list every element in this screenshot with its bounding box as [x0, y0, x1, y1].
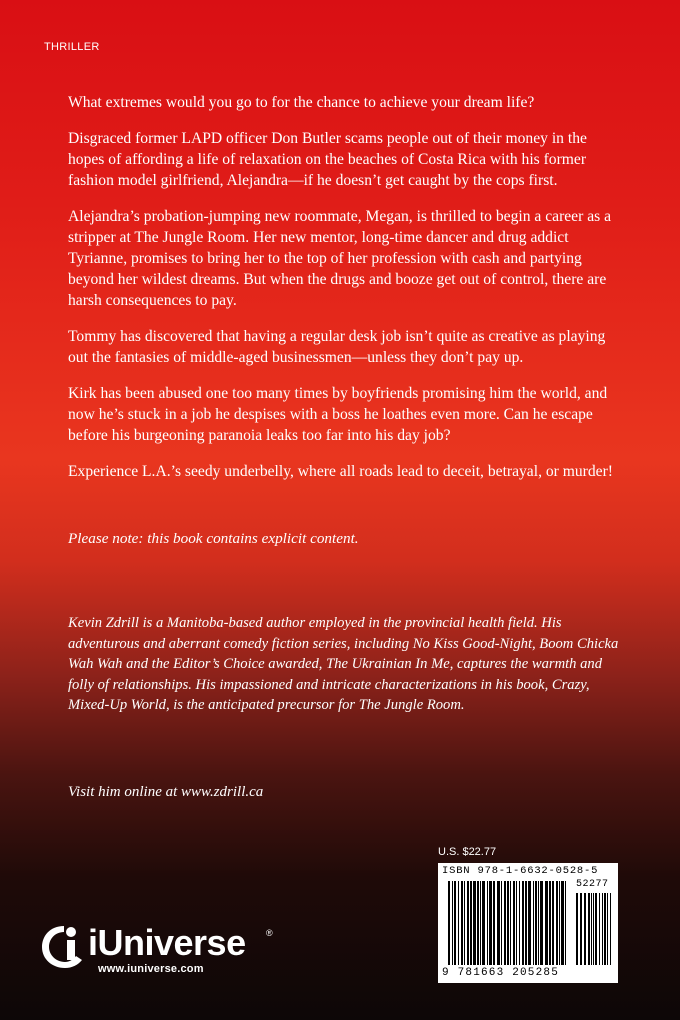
barcode-bar — [507, 881, 509, 965]
content-note: Please note: this book contains explicit content. — [68, 530, 359, 547]
barcode-bar — [559, 881, 560, 965]
blurb-paragraph: What extremes would you go to for the chance to achieve your dream life? — [68, 94, 535, 111]
iuniverse-swirl-icon — [40, 922, 90, 970]
isbn-text: ISBN 978-1-6632-0528-5 — [442, 865, 599, 877]
barcode-addon-bar — [584, 893, 586, 965]
barcode-area — [438, 846, 620, 983]
barcode-addon-bar — [602, 893, 603, 965]
barcode-icon — [442, 879, 614, 967]
barcode-bar — [504, 881, 506, 965]
blurb-paragraph: Disgraced former LAPD officer Don Butler scams people out of their money in the hopes of affording a life of relaxation on the beaches of Costa Rica with his former fashion model girlfriend, Alejandra—if he doesn’t get caught by the cops first. — [68, 130, 587, 189]
barcode-bar — [489, 881, 492, 965]
barcode-addon-bar — [595, 893, 597, 965]
blurb-paragraph: Kirk has been abused one too many times by boyfriends promising him the world, and now he’s stuck in a job he despises with a boss he loathes even more. Can he escape before his burgeoning paranoia leaks too far into his day job? — [68, 385, 608, 444]
author-bio: Kevin Zdrill is a Manitoba-based author employed in the provincial health field. His adventurous and aberrant comedy fiction series, including No Kiss Good-Night, Boom Chicka Wah Wah and the Editor’s Choice awarded, The Ukrainian In Me, captures the warmth and folly of relationships. His impassioned and intricate characterizations in his book, Crazy, Mixed-Up World, is the anticipated precursor for The Jungle Room. — [68, 615, 619, 713]
barcode-bar — [454, 881, 456, 965]
barcode-bar — [522, 881, 524, 965]
barcode-bar — [470, 881, 472, 965]
barcode-addon-bar — [591, 893, 592, 965]
barcode-bar — [510, 881, 511, 965]
barcode-bar — [516, 881, 517, 965]
barcode-bar — [549, 881, 551, 965]
barcode-addon-bar — [580, 893, 582, 965]
blurb-paragraph: Experience L.A.’s seedy underbelly, where all roads lead to deceit, betrayal, or murder! — [68, 463, 613, 480]
barcode-bar — [545, 881, 548, 965]
registered-mark: ® — [266, 928, 273, 938]
barcode-bar — [535, 881, 537, 965]
barcode-addon-bar — [588, 893, 590, 965]
barcode-bar — [533, 881, 534, 965]
publisher-logo — [40, 920, 280, 980]
barcode-bar — [477, 881, 479, 965]
barcode-bar — [552, 881, 554, 965]
blurb-paragraph: Alejandra’s probation-jumping new roommate, Megan, is thrilled to begin a career as a stripper at The Jungle Room. Her new mentor, long-time dancer and drug addict Tyrianne, promises to bring her to the top of her profession with cash and partying beyond her wildest dreams. But when the drugs and booze get out of control, there are harsh consequences to pay. — [68, 208, 612, 309]
genre-label: THRILLER — [44, 41, 100, 53]
barcode-bar — [467, 881, 469, 965]
barcode-bar — [458, 881, 459, 965]
blurb-paragraph: Tommy has discovered that having a regular desk job isn’t quite as creative as playing out the fantasies of middle-aged businessmen—unless they don’t pay up. — [68, 328, 606, 366]
barcode-bar — [452, 881, 453, 965]
author-website: Visit him online at www.zdrill.ca — [68, 784, 264, 800]
barcode-bar — [501, 881, 502, 965]
barcode-bar — [448, 881, 450, 965]
addon-number: 52277 — [576, 879, 609, 890]
barcode-addon-bar — [604, 893, 606, 965]
barcode-bar — [480, 881, 481, 965]
publisher-url: www.iuniverse.com — [98, 963, 204, 975]
ean-number: 9 781663 205285 — [442, 967, 560, 979]
barcode-bar — [561, 881, 564, 965]
barcode-box — [438, 863, 618, 983]
barcode-bar — [540, 881, 543, 965]
barcode-addon-bar — [593, 893, 594, 965]
barcode-addon-bar — [610, 893, 611, 965]
barcode-bar — [487, 881, 488, 965]
publisher-name: iUniverse — [88, 922, 246, 963]
barcode-bar — [493, 881, 495, 965]
barcode-bar — [538, 881, 539, 965]
barcode-bar — [556, 881, 558, 965]
blurb — [68, 92, 616, 497]
barcode-addon-bar — [599, 893, 600, 965]
price-label: U.S. $22.77 — [438, 846, 497, 858]
barcode-bar — [519, 881, 520, 965]
barcode-bar — [482, 881, 485, 965]
barcode-bar — [461, 881, 463, 965]
barcode-bar — [525, 881, 527, 965]
barcode-bar — [513, 881, 515, 965]
barcode-bar — [464, 881, 465, 965]
barcode-addon-bar — [576, 893, 578, 965]
barcode-bar — [473, 881, 476, 965]
barcode-bar — [497, 881, 500, 965]
barcode-bar — [528, 881, 531, 965]
barcode-addon-bar — [607, 893, 608, 965]
barcode-bar — [565, 881, 566, 965]
